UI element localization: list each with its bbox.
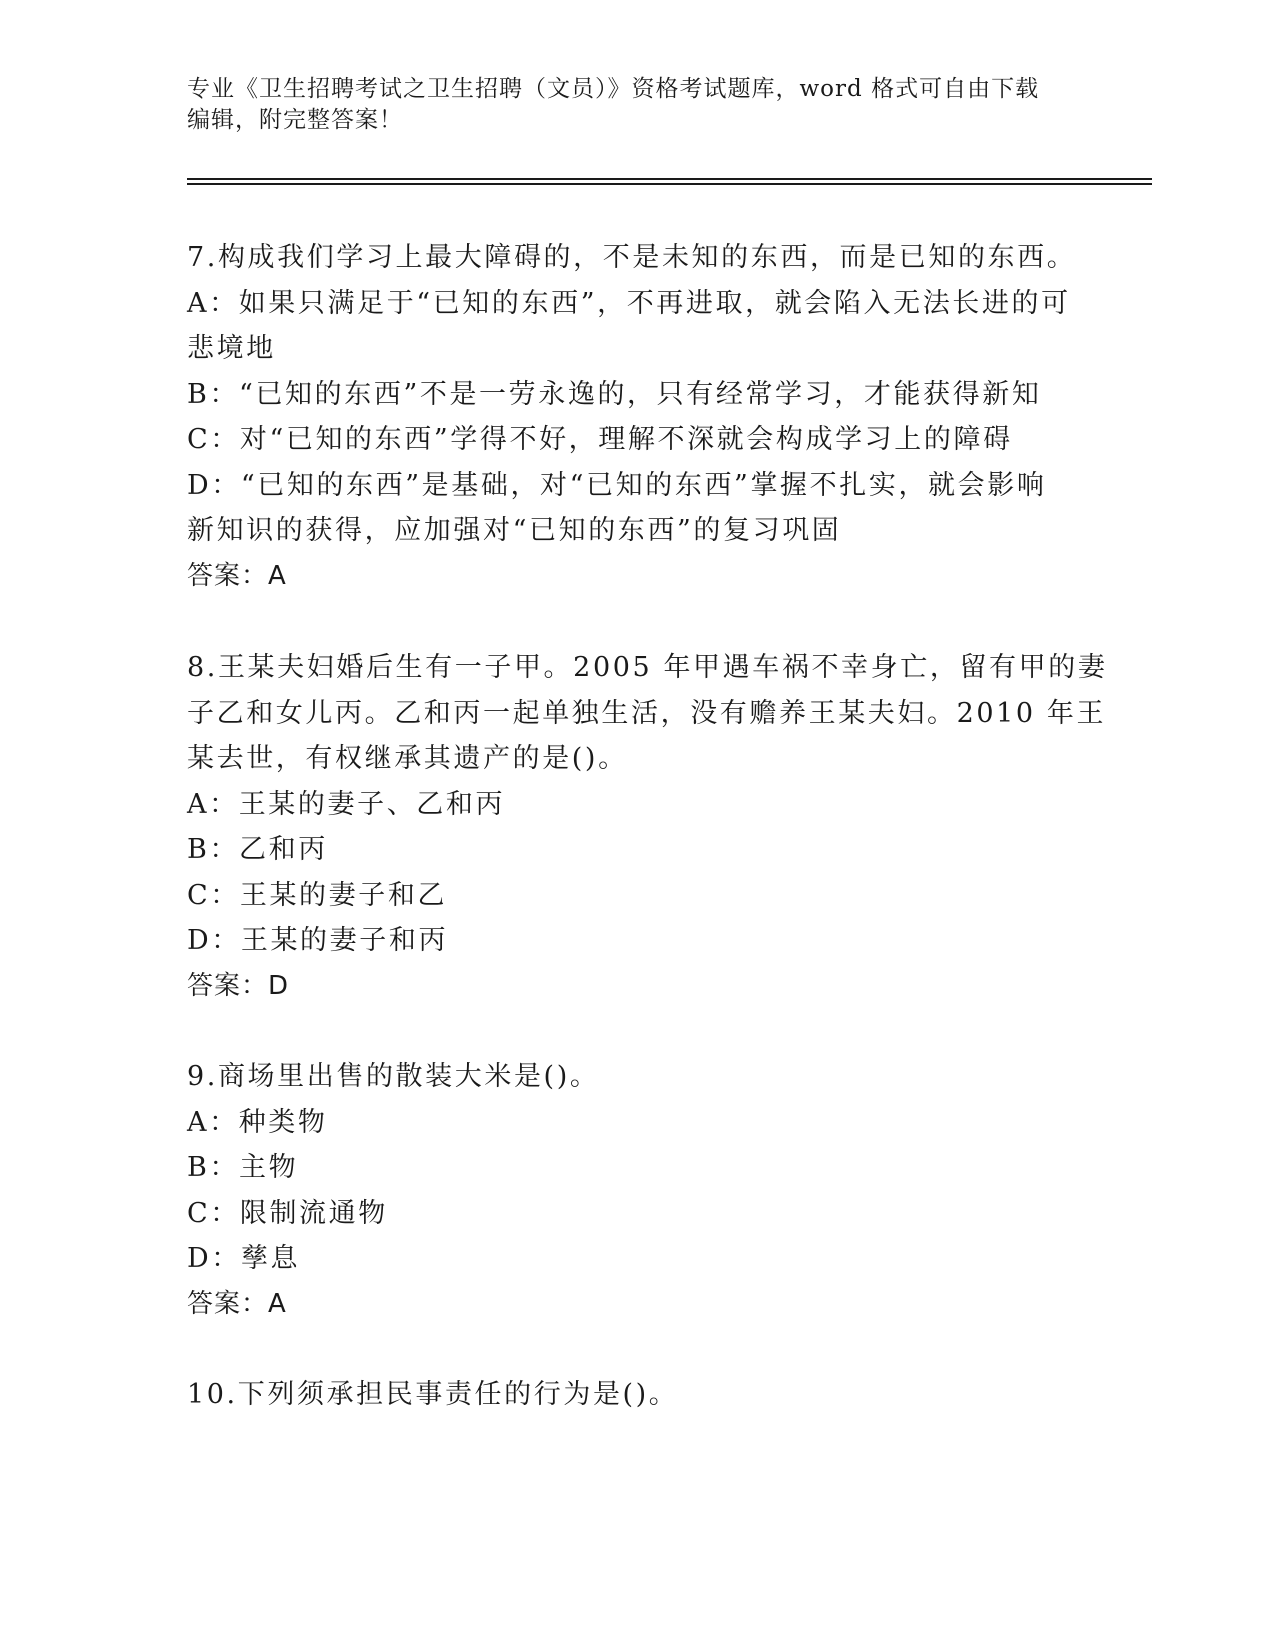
answer: 答案：A bbox=[187, 560, 287, 591]
question-stem: 9.商场里出售的散装大米是()。 bbox=[187, 1061, 600, 1092]
option-a-continued: 悲境地 bbox=[187, 333, 276, 364]
question-9 bbox=[187, 1054, 1077, 1327]
option-c: C：限制流通物 bbox=[187, 1197, 388, 1229]
answer: 答案：D bbox=[187, 970, 290, 1001]
option-d: D：王某的妻子和丙 bbox=[187, 925, 449, 956]
option-d: D：孳息 bbox=[187, 1243, 301, 1274]
question-8 bbox=[187, 645, 1108, 1009]
option-b: B：“已知的东西”不是一劳永逸的，只有经常学习，才能获得新知 bbox=[187, 378, 1042, 410]
header-line-1: 专业《卫生招聘考试之卫生招聘（文员）》资格考试题库，word 格式可自由下载 bbox=[187, 76, 1040, 102]
option-c: C：对“已知的东西”学得不好，理解不深就会构成学习上的障碍 bbox=[187, 424, 1013, 455]
option-a: A：如果只满足于“已知的东西”，不再进取，就会陷入无法长进的可 bbox=[187, 287, 1071, 319]
question-stem: 7.构成我们学习上最大障碍的，不是未知的东西，而是已知的东西。 bbox=[187, 242, 1077, 273]
option-b: B：主物 bbox=[187, 1152, 299, 1183]
option-b: B：乙和丙 bbox=[187, 834, 328, 865]
question-stem-continued: 子乙和女儿丙。乙和丙一起单独生活，没有赡养王某夫妇。2010 年王 bbox=[187, 697, 1107, 729]
answer: 答案：A bbox=[187, 1288, 287, 1319]
option-a: A：种类物 bbox=[187, 1106, 328, 1138]
question-7 bbox=[187, 235, 1077, 599]
option-a: A：王某的妻子、乙和丙 bbox=[187, 788, 506, 820]
question-stem: 10.下列须承担民事责任的行为是()。 bbox=[187, 1379, 679, 1410]
header-line-2: 编辑，附完整答案！ bbox=[187, 107, 403, 133]
option-d: D：“已知的东西”是基础，对“已知的东西”掌握不扎实，就会影响 bbox=[187, 469, 1047, 501]
question-stem-continued: 某去世，有权继承其遗产的是()。 bbox=[187, 743, 628, 774]
header-divider-top bbox=[187, 178, 1152, 180]
option-c: C：王某的妻子和乙 bbox=[187, 879, 448, 911]
document-header bbox=[187, 74, 1067, 136]
header-divider-bottom bbox=[187, 183, 1152, 185]
question-stem: 8.王某夫妇婚后生有一子甲。2005 年甲遇车祸不幸身亡，留有甲的妻 bbox=[187, 652, 1108, 683]
option-d-continued: 新知识的获得，应加强对“已知的东西”的复习巩固 bbox=[187, 515, 842, 546]
question-10 bbox=[187, 1372, 1077, 1418]
